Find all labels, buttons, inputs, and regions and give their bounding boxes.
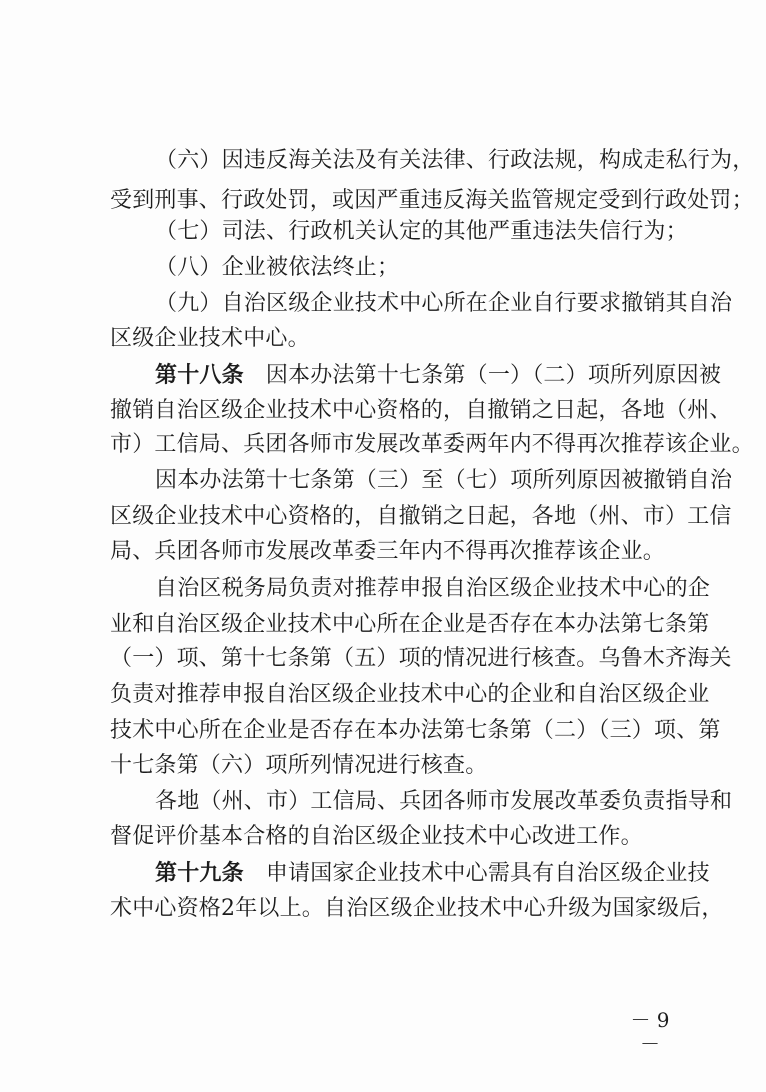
paragraph-line: （一）项、第十七条第（五）项的情况进行核查。乌鲁木齐海关 (110, 646, 732, 671)
paragraph-line: 撤销自治区级企业技术中心资格的，自撤销之日起，各地（州、 (110, 398, 732, 423)
paragraph-line: 督促评价基本合格的自治区级企业技术中心改进工作。 (110, 824, 643, 849)
article-line (155, 859, 710, 887)
paragraph-line: 十七条第（六）项所列情况进行核查。 (110, 753, 488, 778)
paragraph-line: （九）自治区级企业技术中心所在企业自行要求撤销其自治 (155, 291, 733, 316)
paragraph-line: 市）工信局、兵团各师市发展改革委两年内不得再次推荐该企业。 (110, 432, 754, 457)
paragraph-line: 技术中心所在企业是否存在本办法第七条第（二）（三）项、第 (110, 718, 721, 743)
page-number: － 9 － (630, 1008, 670, 1056)
article-line (155, 361, 722, 389)
paragraph-line: 受到刑事、行政处罚，或因严重违反海关监管规定受到行政处罚； (110, 188, 754, 213)
paragraph-line: （六）因违反海关法及有关法律、行政法规，构成走私行为， (155, 148, 755, 173)
paragraph-line: 因本办法第十七条第（三）至（七）项所列原因被撤销自治 (155, 468, 733, 493)
paragraph-line: 自治区税务局负责对推荐申报自治区级企业技术中心的企 (155, 576, 711, 601)
paragraph-line: 局、兵团各师市发展改革委三年内不得再次推荐该企业。 (110, 539, 666, 564)
paragraph-line: 业和自治区级企业技术中心所在企业是否存在本办法第七条第 (110, 612, 710, 637)
article-text: 申请国家企业技术中心需具有自治区级企业技 (265, 861, 710, 886)
paragraph-line: 各地（州、市）工信局、兵团各师市发展改革委负责指导和 (155, 789, 733, 814)
paragraph-line: 术中心资格2年以上。自治区级企业技术中心升级为国家级后， (110, 896, 724, 921)
article-heading: 第十八条 (155, 362, 244, 388)
paragraph-line: 负责对推荐申报自治区级企业技术中心的企业和自治区级企业 (110, 682, 710, 707)
paragraph-line: 区级企业技术中心资格的，自撤销之日起，各地（州、市）工信 (110, 504, 732, 529)
paragraph-line: （八）企业被依法终止； (155, 255, 400, 280)
paragraph-line: 区级企业技术中心。 (110, 326, 310, 351)
article-text: 因本办法第十七条第（一）（二）项所列原因被 (265, 363, 722, 388)
article-heading: 第十九条 (155, 860, 244, 886)
paragraph-line: （七）司法、行政机关认定的其他严重违法失信行为； (155, 219, 688, 244)
